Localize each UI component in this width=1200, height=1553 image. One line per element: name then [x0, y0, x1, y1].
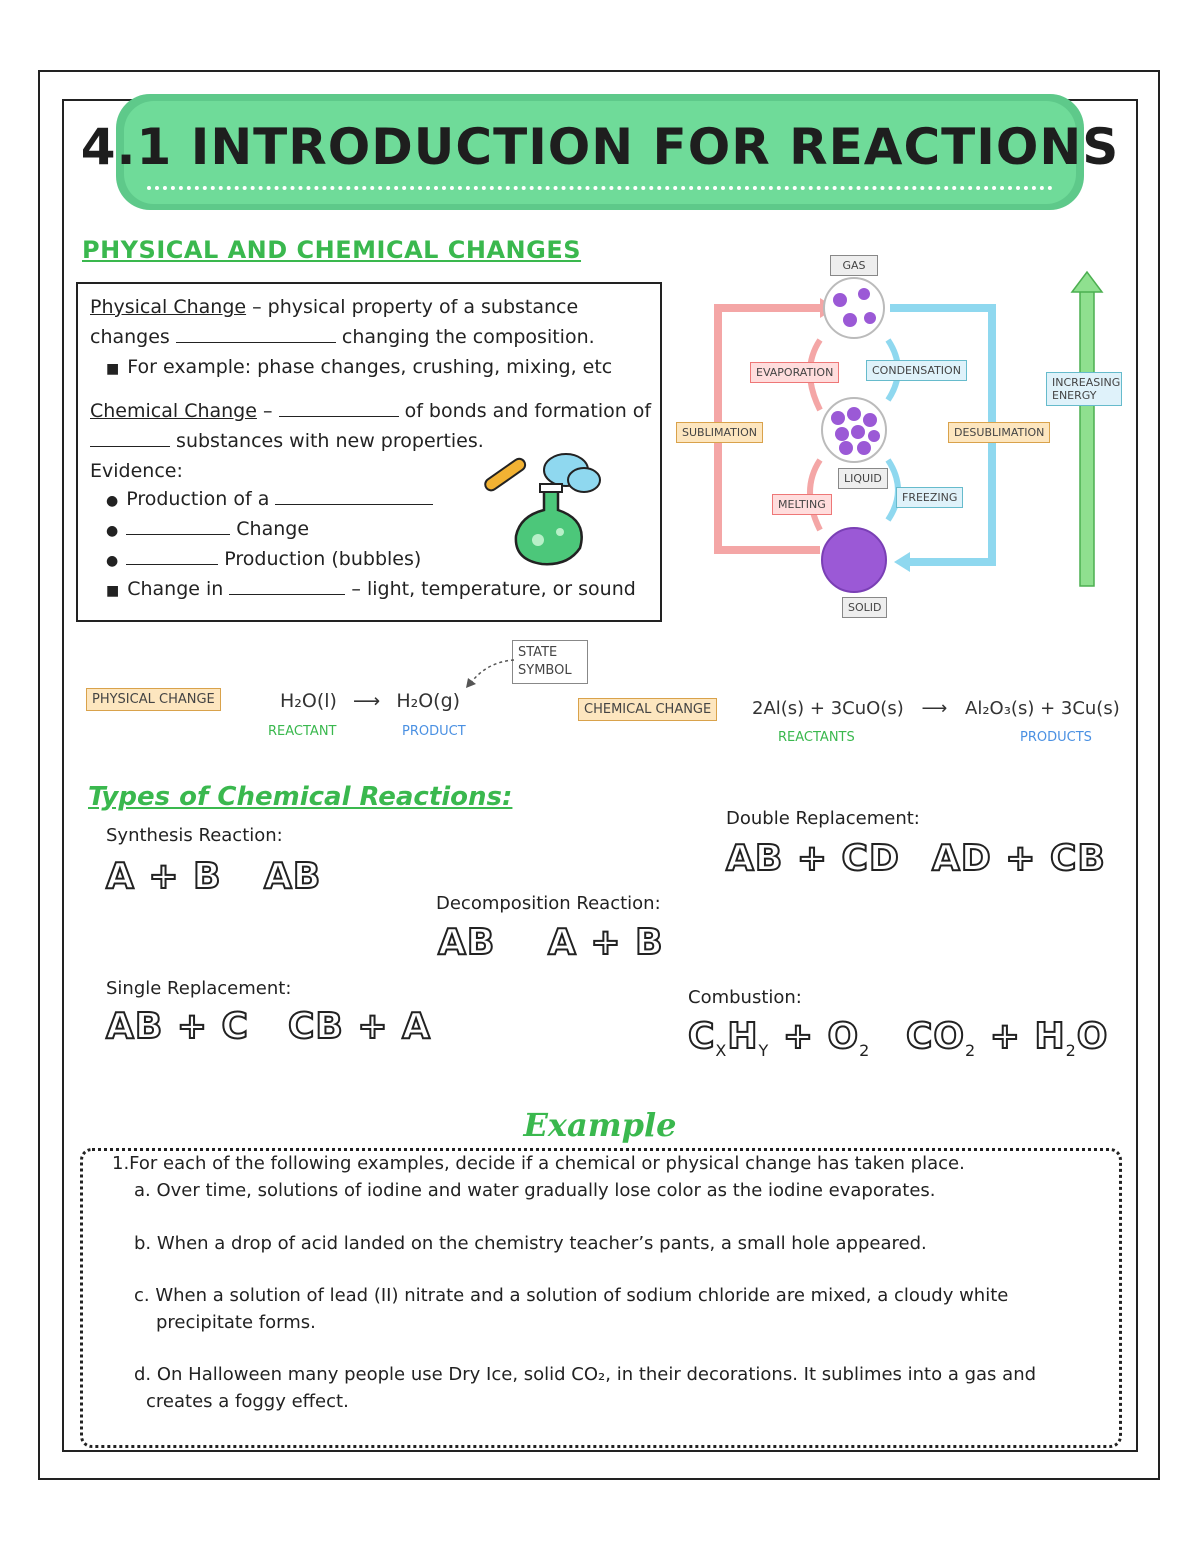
physical-change-label: PHYSICAL CHANGE	[86, 688, 221, 711]
single-name: Single Replacement:	[106, 978, 292, 999]
chemical-products-formula: Al₂O₃(s) + 3Cu(s)	[965, 698, 1120, 719]
evidence-item	[106, 548, 421, 570]
chemical-term: Chemical Change	[90, 400, 257, 422]
combustion-x: X	[715, 1041, 728, 1061]
physical-line-2	[90, 326, 595, 348]
synthesis-name: Synthesis Reaction:	[106, 825, 283, 846]
combustion-c: C	[688, 1016, 716, 1057]
section-heading: PHYSICAL AND CHEMICAL CHANGES	[82, 236, 582, 264]
evidence-after: Change	[230, 518, 310, 540]
sublimation-label: SUBLIMATION	[676, 422, 763, 443]
example-item-a: a. Over time, solutions of iodine and water gradually lose color as the iodine evaporates.	[134, 1180, 936, 1201]
evaporation-label: EVAPORATION	[750, 362, 839, 383]
desublimation-label: DESUBLIMATION	[948, 422, 1050, 443]
gas-particles-icon	[824, 278, 884, 338]
example-item-d-cont: creates a foggy effect.	[146, 1391, 349, 1412]
combustion-h2: + H	[976, 1016, 1066, 1057]
evidence-label: Evidence:	[90, 460, 183, 482]
combustion-co2: 2	[965, 1041, 977, 1061]
combustion-co: CO	[906, 1016, 966, 1057]
chemical-line1-end: of bonds and formation of	[398, 400, 652, 422]
single-right: CB + A	[288, 1006, 431, 1047]
solid-label: SOLID	[842, 597, 887, 618]
state-symbol-label: STATE SYMBOL	[512, 640, 588, 684]
synthesis-right: AB	[264, 856, 322, 897]
reactant-caption: REACTANT	[268, 724, 337, 739]
reaction-arrow-icon: ⟶	[353, 690, 381, 712]
blank-line	[229, 580, 345, 595]
chemical-line1-mid: –	[256, 400, 279, 422]
combustion-h2-sub: 2	[1065, 1041, 1077, 1061]
combustion-o: + O	[769, 1016, 860, 1057]
title-dotted-rule	[147, 186, 1053, 190]
example-question: 1.For each of the following examples, decide if a chemical or physical change has taken place.	[112, 1153, 965, 1174]
freezing-label: FREEZING	[896, 487, 963, 508]
chemical-reactants-formula: 2Al(s) + 3CuO(s)	[752, 698, 904, 719]
state-symbol-pointer-icon	[462, 656, 518, 692]
energy-arrow-icon	[1080, 290, 1094, 586]
physical-line2-end: changing the composition.	[335, 326, 595, 348]
decomposition-right: A + B	[548, 922, 664, 963]
blank-line	[90, 432, 170, 447]
reactants-caption: REACTANTS	[778, 730, 855, 745]
evidence-before: Production of a	[126, 488, 276, 510]
types-heading: Types of Chemical Reactions:	[88, 782, 513, 812]
physical-line1-rest: – physical property of a substance	[246, 296, 579, 318]
combustion-h: H	[727, 1016, 759, 1057]
evidence-after: Production (bubbles)	[218, 548, 422, 570]
blank-line	[275, 490, 433, 505]
example-item-d: d. On Halloween many people use Dry Ice, solid CO₂, in their decorations. It sublimes into a gas and	[134, 1364, 1037, 1385]
condensation-label: CONDENSATION	[866, 360, 967, 381]
chemical-equation	[752, 698, 1120, 719]
combustion-h2o: O	[1076, 1016, 1109, 1057]
evidence-before: Change in	[127, 578, 230, 600]
product-caption: PRODUCT	[402, 724, 466, 739]
combustion-right	[906, 1016, 1108, 1060]
physical-line-1	[90, 296, 578, 318]
physical-equation	[280, 690, 460, 712]
bullet-icon: ■	[106, 583, 120, 599]
decomposition-left: AB	[438, 922, 496, 963]
bullet-icon: ●	[106, 493, 119, 509]
products-caption: PRODUCTS	[1020, 730, 1092, 745]
chemical-change-label: CHEMICAL CHANGE	[578, 698, 717, 721]
evidence-item	[106, 578, 636, 600]
example-item-c: c. When a solution of lead (II) nitrate and a solution of sodium chloride are mixed, a cloudy white	[134, 1285, 1009, 1306]
blank-line	[176, 328, 336, 343]
evidence-item	[106, 518, 309, 540]
bullet-icon: ●	[106, 523, 119, 539]
gas-label: GAS	[830, 255, 878, 276]
physical-term: Physical Change	[90, 296, 247, 318]
double-left: AB + CD	[726, 838, 900, 879]
physical-example	[106, 356, 612, 378]
melting-label: MELTING	[772, 494, 832, 515]
combustion-y: Y	[758, 1041, 770, 1061]
page-title: 4.1 INTRODUCTION FOR REACTIONS	[80, 118, 1120, 176]
bullet-icon: ■	[106, 361, 120, 377]
solid-particles-icon	[822, 528, 886, 592]
physical-line2-start: changes	[90, 326, 176, 348]
combustion-name: Combustion:	[688, 987, 802, 1008]
combustion-left	[688, 1016, 870, 1060]
physical-product-formula: H₂O(g)	[396, 690, 461, 712]
energy-label: INCREASING ENERGY	[1046, 372, 1122, 406]
combustion-o2: 2	[859, 1041, 871, 1061]
blank-line	[126, 520, 230, 535]
physical-reactant-formula: H₂O(l)	[280, 690, 337, 712]
liquid-label: LIQUID	[838, 468, 888, 489]
reaction-arrow-icon: ⟶	[921, 698, 948, 719]
blank-line	[126, 550, 218, 565]
double-name: Double Replacement:	[726, 808, 920, 829]
evidence-after: – light, temperature, or sound	[345, 578, 636, 600]
evidence-item	[106, 488, 433, 510]
flask-icon	[476, 440, 616, 570]
bullet-icon: ●	[106, 553, 119, 569]
decomposition-name: Decomposition Reaction:	[436, 893, 661, 914]
chemical-line-2	[90, 430, 484, 452]
physical-example-text: For example: phase changes, crushing, mixing, etc	[127, 356, 613, 378]
single-left: AB + C	[106, 1006, 249, 1047]
example-item-b: b. When a drop of acid landed on the chemistry teacher’s pants, a small hole appeared.	[134, 1233, 927, 1254]
chemical-line-1	[90, 400, 651, 422]
blank-line	[279, 402, 399, 417]
example-title: Example	[523, 1106, 677, 1144]
double-right: AD + CB	[932, 838, 1106, 879]
synthesis-left: A + B	[106, 856, 222, 897]
chemical-line2-end: substances with new properties.	[170, 430, 484, 452]
example-item-c-cont: precipitate forms.	[156, 1312, 316, 1333]
